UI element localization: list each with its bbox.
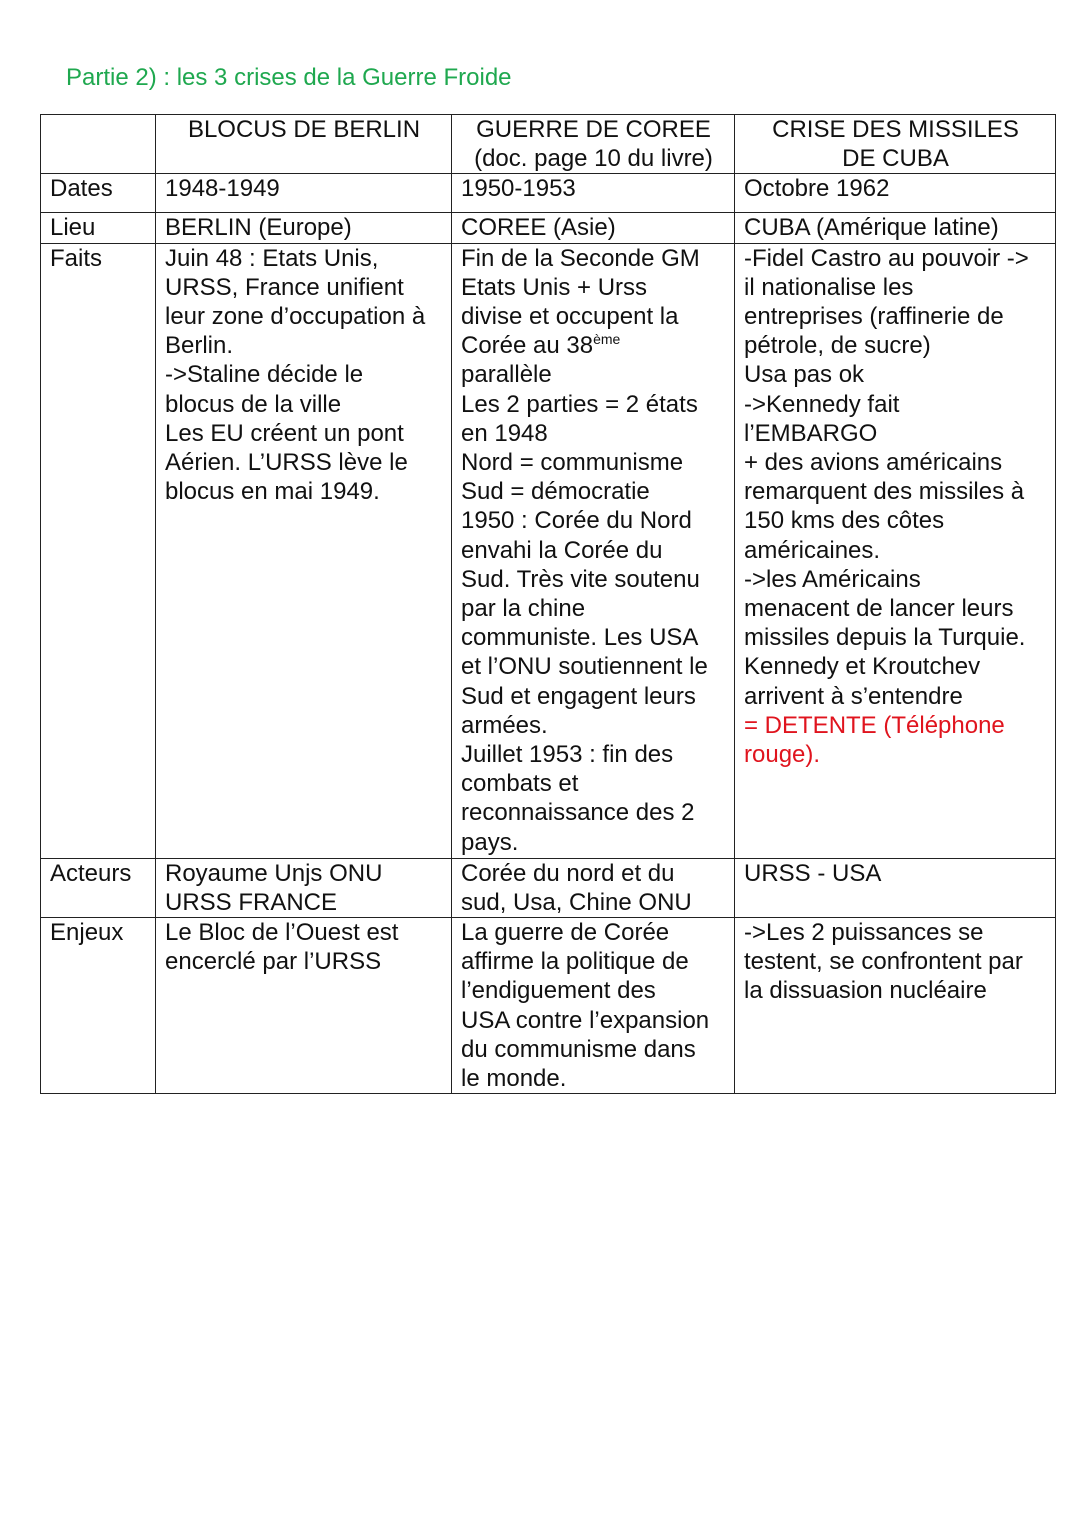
table-cell [452,174,735,213]
text-span: = DETENTE (Téléphone [744,711,1005,739]
text-line: l’endiguement des [461,977,656,1005]
row-label: Faits [41,243,156,858]
table-cell [735,918,1056,1094]
text-line: la dissuasion nucléaire [744,977,987,1005]
text-line: il nationalise les [744,273,914,301]
text-line: Fin de la Seconde GM [461,244,700,272]
text-line: 1950-1953 [461,175,576,203]
text-line [461,331,726,360]
text-line: pays. [461,828,519,856]
text-line: Nord = communisme [461,449,684,477]
text-line: et l’ONU soutiennent le [461,653,708,681]
text-line: reconnaissance des 2 [461,799,695,827]
text-line: affirme la politique de [461,948,689,976]
text-line: menacent de lancer leurs [744,595,1014,623]
text-line: Les EU créent un pont [165,419,404,447]
text-line: ->les Américains [744,565,921,593]
text-line: La guerre de Corée [461,919,670,947]
table-cell [156,918,452,1094]
row-label: Enjeux [41,918,156,1094]
table-cell [452,918,735,1094]
table-cell [156,213,452,243]
crises-table [40,114,1056,1094]
text-line: URSS - USA [744,859,882,887]
table-cell [735,174,1056,213]
row-label: Acteurs [41,858,156,917]
text-line: Octobre 1962 [744,175,890,203]
table-cell [156,858,452,917]
text-span: rouge). [744,741,821,769]
text-line: Le Bloc de l’Ouest est [165,919,399,947]
text-line: BERLIN (Europe) [165,214,352,242]
text-line: remarquent des missiles à [744,478,1025,506]
text-line: 1950 : Corée du Nord [461,507,692,535]
text-line: pétrole, de sucre) [744,332,931,360]
text-line: COREE (Asie) [461,214,616,242]
text-line: Royaume Unjs ONU [165,859,383,887]
text-span: Corée au 38 [461,332,594,360]
table-cell [452,858,735,917]
superscript: ème [593,331,621,348]
column-header [156,115,452,174]
table-row-lieu [41,213,1056,243]
text-line: Juillet 1953 : fin des [461,741,674,769]
section-title: Partie 2) : les 3 crises de la Guerre Froide [66,64,512,91]
row-label: Lieu [41,213,156,243]
table-cell [156,243,452,858]
text-line: Sud. Très vite soutenu [461,565,700,593]
column-header [41,115,156,174]
text-line: américaines. [744,536,881,564]
text-line: Les 2 parties = 2 états [461,390,698,418]
text-line: envahi la Corée du [461,536,663,564]
text-line: ->Kennedy fait [744,390,900,418]
text-line: BLOCUS DE BERLIN [187,116,421,143]
text-line: divise et occupent la [461,303,679,331]
text-line: du communisme dans [461,1035,696,1063]
table-row-enjeux [41,918,1056,1094]
table-cell [452,213,735,243]
text-line: encerclé par l’URSS [165,948,382,976]
text-line: Aérien. L’URSS lève le [165,449,408,477]
text-line: Sud = démocratie [461,478,650,506]
text-line: URSS, France unifient [165,273,404,301]
text-line: (doc. page 10 du livre) [474,145,713,173]
text-line: le monde. [461,1065,567,1093]
table-cell [735,213,1056,243]
table-cell [156,174,452,213]
text-line: l’EMBARGO [744,419,878,447]
text-line: CUBA (Amérique latine) [744,214,999,242]
text-line: CRISE DES MISSILES [772,116,1019,143]
text-line: -Fidel Castro au pouvoir -> [744,244,1029,272]
highlighted-text-line [744,711,1047,740]
text-line: en 1948 [461,419,548,447]
text-line: Corée du nord et du [461,859,675,887]
text-line: Berlin. [165,332,234,360]
text-line: Usa pas ok [744,361,865,389]
text-line: entreprises (raffinerie de [744,303,1004,331]
text-line: GUERRE DE COREE [476,116,711,143]
highlighted-text-line [744,740,1047,769]
text-line: Sud et engagent leurs [461,682,696,710]
text-line: + des avions américains [744,449,1003,477]
text-line: testent, se confrontent par [744,948,1023,976]
row-label: Dates [41,174,156,213]
text-line: communiste. Les USA [461,624,699,652]
text-line: Kennedy et Kroutchev [744,653,981,681]
text-line: blocus de la ville [165,390,342,418]
table-row-acteurs [41,858,1056,917]
text-line: ->Staline décide le [165,361,364,389]
text-line: missiles depuis la Turquie. [744,624,1026,652]
text-line: USA contre l’expansion [461,1006,710,1034]
column-header [452,115,735,174]
text-line: armées. [461,711,548,739]
table-cell [735,243,1056,858]
text-line: Juin 48 : Etats Unis, [165,244,379,272]
text-line: par la chine [461,595,586,623]
text-line: leur zone d’occupation à [165,303,426,331]
text-line: parallèle [461,361,552,389]
text-line: blocus en mai 1949. [165,478,380,506]
table-row-dates [41,174,1056,213]
text-line: Etats Unis + Urss [461,273,648,301]
text-line: arrivent à s’entendre [744,682,963,710]
header-row [41,115,1056,174]
text-line: URSS FRANCE [165,888,338,916]
text-line: sud, Usa, Chine ONU [461,888,692,916]
column-header [735,115,1056,174]
table-cell [735,858,1056,917]
table-cell [452,243,735,858]
text-line: ->Les 2 puissances se [744,919,984,947]
table-row-faits [41,243,1056,858]
text-line: 150 kms des côtes [744,507,945,535]
text-line: combats et [461,770,579,798]
text-line: DE CUBA [842,145,949,173]
text-line: 1948-1949 [165,175,280,203]
